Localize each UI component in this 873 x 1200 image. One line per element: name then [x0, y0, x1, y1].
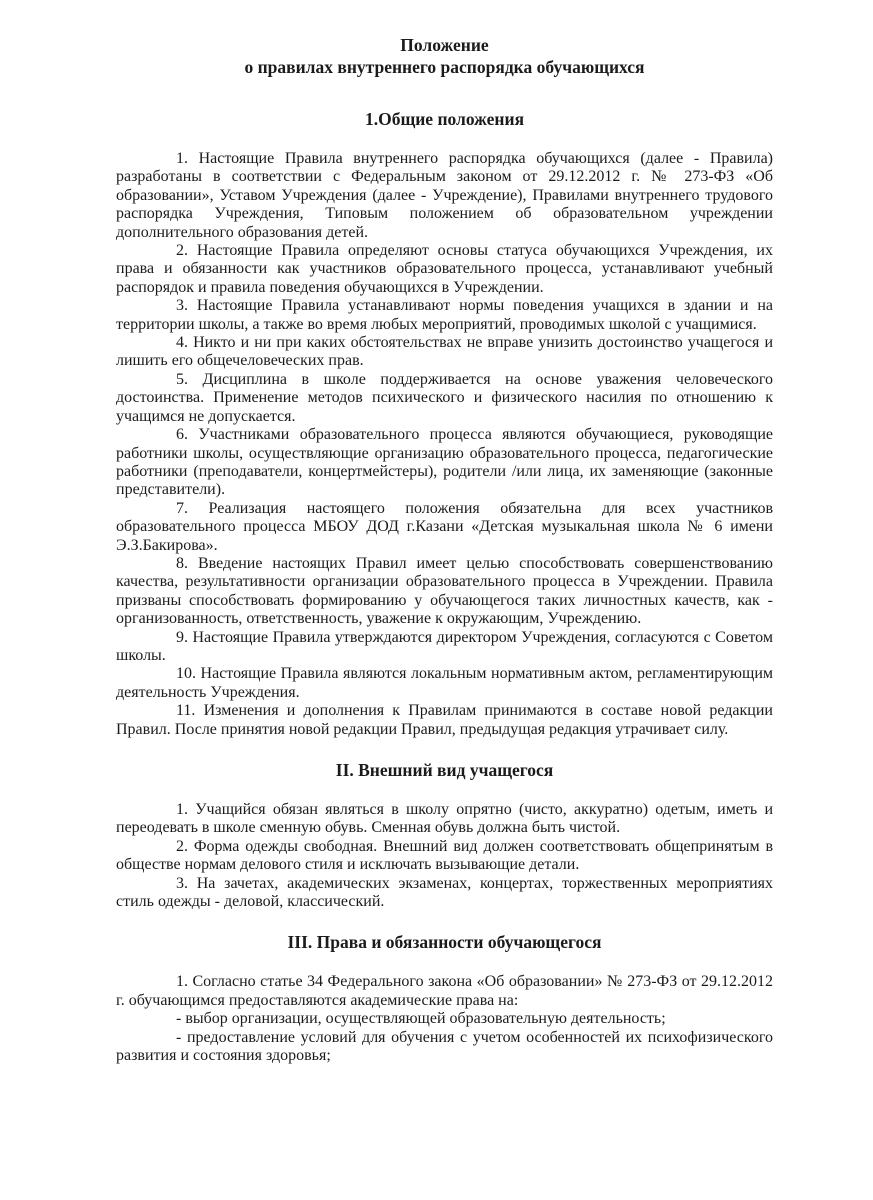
section-1-paragraph-7: 7. Реализация настоящего положения обязательна для всех участников образовательного процесса МБОУ ДОД г.Казани «Детская музыкальная школа № 6 имени Э.З.Бакирова».: [116, 499, 773, 554]
section-3-list-item-1: - выбор организации, осуществляющей образовательную деятельность;: [176, 1010, 666, 1028]
document-title-line-1: Положение: [400, 35, 489, 55]
section-3-heading: III. Права и обязанности обучающегося: [287, 932, 602, 953]
section-3-paragraph-1: 1. Согласно статье 34 Федерального закона «Об образовании» № 273-ФЗ от 29.12.2012 г. обучающимся предоставляются академические права на:: [116, 973, 773, 1009]
section-2-paragraph-1: 1. Учащийся обязан являться в школу опрятно (чисто, аккуратно) одетым, иметь и переодевать в школе сменную обувь. Сменная обувь должна быть чистой.: [116, 801, 773, 837]
document-title-line-2: о правилах внутреннего распорядка обучающихся: [244, 57, 645, 77]
section-1-paragraph-10: 10. Настоящие Правила являются локальным нормативным актом, регламентирующим деятельность Учреждения.: [116, 665, 773, 701]
section-1-paragraph-2: 2. Настоящие Правила определяют основы статуса обучающихся Учреждения, их права и обязанности как участников образовательного процесса, устанавливают учебный распорядок и правила поведения обучающихся в Учреждении.: [116, 242, 773, 296]
section-2-paragraph-3: 3. На зачетах, академических экзаменах, концертах, торжественных мероприятиях стиль одежды - деловой, классический.: [116, 874, 773, 911]
section-1-paragraph-5: 5. Дисциплина в школе поддерживается на основе уважения человеческого достоинства. Применение методов психического и физического насилия по отношению к учащимся не допускается.: [116, 370, 773, 425]
section-1-paragraph-3: 3. Настоящие Правила устанавливают нормы поведения учащихся в здании и на территории школы, а также во время любых мероприятий, проводимых школой с учащимися.: [116, 297, 773, 333]
section-1-paragraph-11: 11. Изменения и дополнения к Правилам принимаются в составе новой редакции Правил. После принятия новой редакции Правил, предыдущая редакция утрачивает силу.: [116, 702, 773, 738]
section-1-paragraph-9: 9. Настоящие Правила утверждаются директором Учреждения, согласуются с Советом школы.: [116, 628, 773, 664]
section-1-paragraph-6: 6. Участниками образовательного процесса являются обучающиеся, руководящие работники школы, осуществляющие организацию образовательного процесса, педагогические работники (преподаватели, концертмейстеры), родители /или лица, их заменяющие (законные представители).: [116, 426, 773, 499]
section-1-paragraph-1: 1. Настоящие Правила внутреннего распорядка обучающихся (далее - Правила) разработаны в соответствии с Федеральным законом от 29.12.2012 г. № 273-ФЗ «Об образовании», Уставом Учреждения (далее - Учреждение), Правилами внутреннего трудового распорядка Учреждения, Типовым положением об образовательном учреждении дополнительного образования детей.: [116, 150, 773, 241]
section-1-paragraph-8: 8. Введение настоящих Правил имеет целью способствовать совершенствованию качества, результативности организации образовательного процесса в Учреждении. Правила призваны способствовать формированию у обучающегося таких личностных качеств, как - организованность, ответственность, уважение к окружающим, Учреждению.: [116, 554, 773, 628]
section-1-heading: 1.Общие положения: [364, 109, 525, 129]
section-3-list-item-2: - предоставление условий для обучения с учетом особенностей их психофизического развития и состояния здоровья;: [116, 1028, 773, 1065]
section-2-paragraph-2: 2. Форма одежды свободная. Внешний вид должен соответствовать общепринятым в обществе нормам делового стиля и исключать вызывающие детали.: [116, 837, 773, 874]
section-2-heading: II. Внешний вид учащегося: [335, 760, 554, 780]
section-1-paragraph-4: 4. Никто и ни при каких обстоятельствах не вправе унизить достоинство учащегося и лишить его общечеловеческих прав.: [116, 334, 773, 370]
